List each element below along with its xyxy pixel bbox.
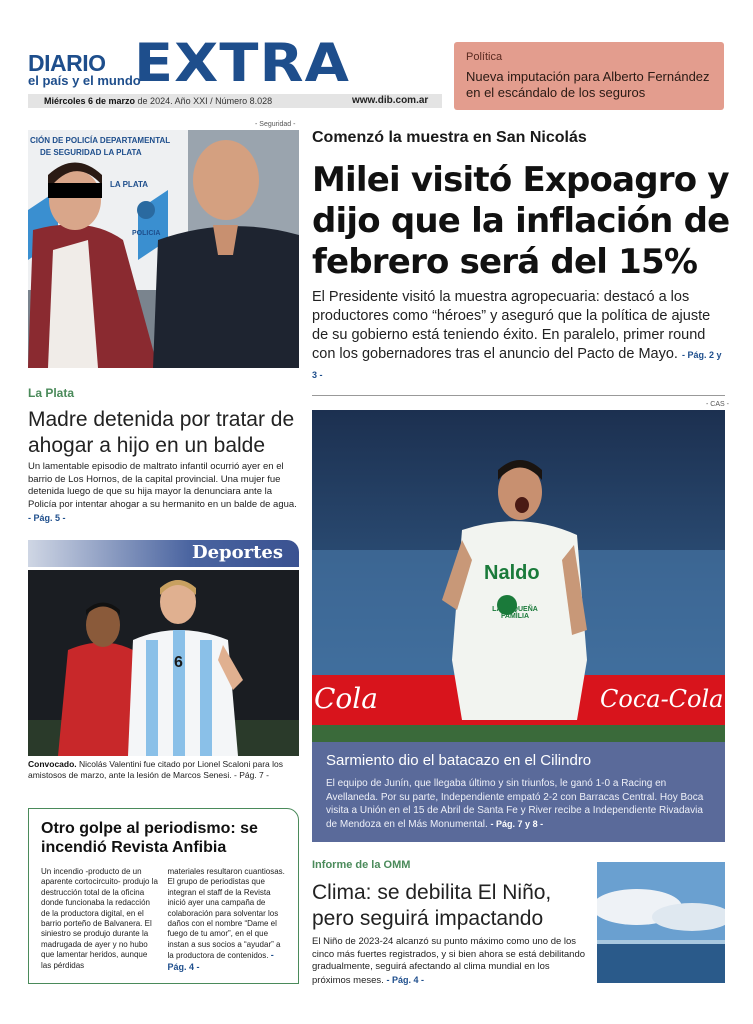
main-body-text: El Presidente visitó la muestra agropecuaria: destacó a los productores como “héroes” y aseguró que la política de ajuste de su gobierno está teniendo éxito. En paralelo, primer round con los gobernadores tras el anuncio del Pacto de Mayo.	[312, 289, 711, 362]
otro-golpe-headline[interactable]: Otro golpe al periodismo: se incendió Revista Anfibia	[41, 820, 258, 856]
laplata-category: La Plata	[28, 386, 75, 400]
logo-tagline: el país y el mundo	[28, 73, 141, 88]
otro-golpe-columns	[41, 867, 286, 973]
sports-body	[326, 777, 711, 831]
website-link[interactable]: www.dib.com.ar	[352, 95, 429, 106]
otro-golpe-box	[28, 808, 299, 984]
shirt-sponsor: Naldo	[484, 562, 540, 584]
sports-story-box[interactable]	[312, 742, 725, 842]
logo-diario: DIARIO	[28, 50, 106, 76]
police-sign-line1: CIÓN DE POLICÍA DEPARTAMENTAL	[30, 136, 171, 145]
omm-body-text: El Niño de 2023-24 alcanzó su punto máximo como uno de los cinco más fuertes registrados, y si bien ahora se está debilitando gradualmente, seguirá afectando al clima mundial en los próximos meses.	[312, 936, 586, 986]
deportes-section-bar	[28, 540, 299, 567]
omm-body	[312, 936, 587, 987]
otro-golpe-col2	[168, 867, 287, 973]
ad-right: Coca-Cola	[600, 685, 724, 713]
laplata-page-ref[interactable]: - Pág. 5 -	[28, 512, 66, 523]
sports-photo	[312, 410, 725, 742]
caption-lead: Convocado.	[28, 759, 77, 769]
seguridad-photo	[28, 130, 299, 368]
main-headline[interactable]: Milei visitó Expoagro y dijo que la inflación de febrero será del 15%	[312, 160, 730, 282]
photo-credit: - CAS -	[706, 401, 729, 408]
police-sign-line2: DE SEGURIDAD LA PLATA	[40, 148, 142, 157]
otro-golpe-col1: Un incendio -producto de un aparente cortocircuito- produjo la destrucción total de la oficina donde funcionaba la redacción de la productora digital, en el barrio porteño de Balvanera. El siniestro se produjo durante la madrugada de ayer y no hubo que lamentar heridos, aunque las pérdidas	[41, 867, 158, 970]
date: Miércoles 6 de marzo	[44, 96, 136, 106]
politica-category: Política	[466, 51, 503, 63]
laplata-headline[interactable]: Madre detenida por tratar de ahogar a hijo en un balde	[28, 408, 295, 457]
deportes-photo	[28, 570, 299, 756]
issue-info: de 2024. Año XXI / Número 8.028	[135, 96, 273, 106]
police-sign-line3: LA PLATA	[110, 180, 149, 189]
divider-rule	[312, 395, 725, 396]
main-body	[312, 288, 727, 385]
omm-category: Informe de la OMM	[312, 859, 411, 871]
seguridad-label: - Seguridad -	[255, 121, 296, 128]
omm-headline[interactable]: Clima: se debilita El Niño, pero seguirá impactando	[312, 881, 552, 930]
ad-left: Cola	[314, 682, 378, 715]
otro-golpe-page-ref[interactable]: - Pág. 4 -	[167, 950, 274, 972]
ocean-photo	[597, 862, 725, 983]
main-kicker: Comenzó la muestra en San Nicolás	[312, 129, 587, 146]
sports-page-ref[interactable]: - Pág. 7 y 8 -	[490, 818, 544, 829]
deportes-caption	[28, 759, 303, 781]
shirt-sub: LA PEQUEÑA FAMILIA	[492, 606, 538, 620]
laplata-body	[28, 461, 300, 526]
caption-page-ref[interactable]: - Pág. 7 -	[234, 770, 269, 780]
sports-body-text: El equipo de Junín, que llegaba último y sin triunfos, le ganó 1-0 a Racing en Avellaneda. Por su parte, Independiente empató 2-2 con Barracas Central. Hoy Boca visita a Unión en el 15 de Abril de Santa Fe y River recibe a Independiente Rivadavia de Mendoza en el Más Monumental.	[326, 778, 704, 830]
police-sign-line4: POLICIA	[132, 230, 161, 237]
laplata-body-text: Un lamentable episodio de maltrato infantil ocurrió ayer en el barrio de Los Hornos, de la capital provincial. Una mujer fue detenida luego de que su hija mayor la denunciara ante la Policía por intentar ahogar a su hermanito en un balde de agua.	[28, 461, 297, 511]
main-page-ref[interactable]: - Pág. 2 y 3 -	[312, 350, 722, 380]
otro-golpe-col2-text: materiales resultaron cuantiosas. El grupo de periodistas que integran el staff de la Revista inició ayer una campaña de colaboración para solventar los daños con el nombre “Dame el fuego de tu amor”, en el que instan a sus socios a “ayudar” a la productora de contenidos.	[167, 867, 285, 961]
deportes-title: Deportes	[191, 542, 283, 563]
caption-text: Nicolás Valentini fue citado por Lionel Scaloni para los amistosos de marzo, ante la lesión de Marcos Senesi.	[28, 759, 283, 780]
sports-headline[interactable]: Sarmiento dio el batacazo en el Cilindro	[326, 752, 592, 769]
politica-headline[interactable]: Nueva imputación para Alberto Fernández en el escándalo de los seguros	[466, 69, 710, 100]
logo-extra: EXTRA	[134, 33, 351, 94]
omm-page-ref[interactable]: - Pág. 4 -	[386, 974, 424, 985]
player-number: 6	[174, 654, 183, 671]
politica-teaser[interactable]	[454, 42, 724, 110]
